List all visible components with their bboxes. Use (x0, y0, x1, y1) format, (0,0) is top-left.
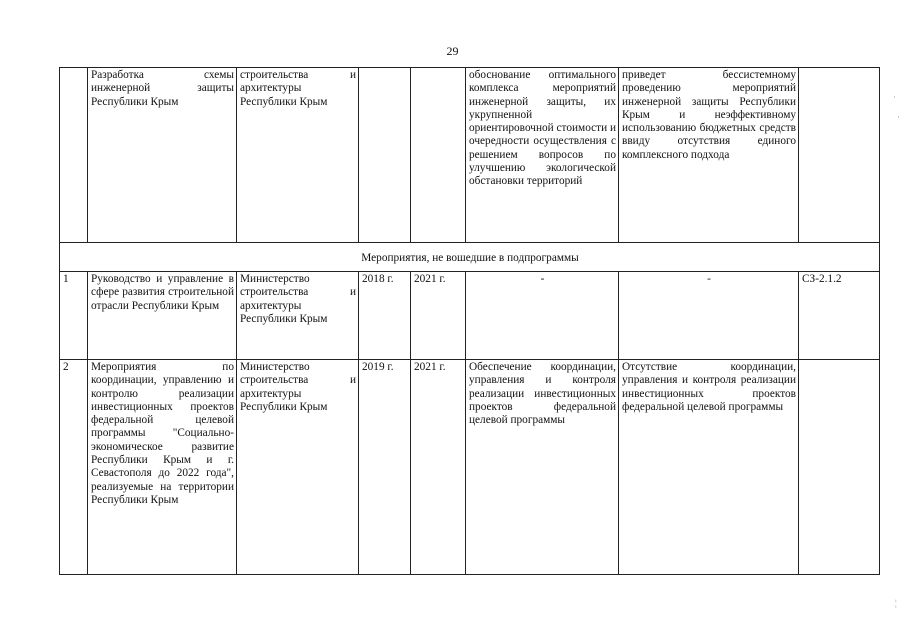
cell-link: СЗ-2.1.2 (799, 272, 880, 360)
cell-num (60, 68, 88, 243)
cell-link (799, 360, 880, 575)
cell-start (359, 68, 411, 243)
cell-end: 2021 г. (411, 272, 466, 360)
cell-consequences: - (619, 272, 799, 360)
cell-executor: Министерство строительства и архитектуры Республики Крым (237, 360, 359, 575)
cell-link (799, 68, 880, 243)
cell-name: Мероприятия по координации, управлению и контролю реализации инвестиционных проектов федеральной целевой программы "Социально-экономическое развитие Республики Крым и г. Севастополя до 2022 года", реализуемые на территории Республики Крым (88, 360, 237, 575)
cell-end (411, 68, 466, 243)
cell-num: 2 (60, 360, 88, 575)
section-row (60, 243, 880, 272)
cell-consequences: приведет бессистемному проведению мероприятий инженерной защиты Республики Крым и неэффективному использованию бюджетных средств ввиду отсутствия единого комплексного подхода (619, 68, 799, 243)
page-number: 29 (446, 44, 459, 58)
cell-consequences: Отсутствие координации, управления и контроля реализации инвестиционных проектов федеральной целевой программы (619, 360, 799, 575)
table-row (60, 360, 880, 575)
cell-result: - (466, 272, 619, 360)
scan-mark: · (893, 92, 896, 102)
cell-start: 2019 г. (359, 360, 411, 575)
cell-result: Обеспечение координации, управления и контроля реализации инвестиционных проектов федеральной целевой программы (466, 360, 619, 575)
table-row (60, 272, 880, 360)
cell-executor: строительства и архитектуры Республики Крым (237, 68, 359, 243)
cell-name: Разработка схемы инженерной защиты Республики Крым (88, 68, 237, 243)
cell-result: обоснование оптимального комплекса мероприятий инженерной защиты, их укрупненной ориентировочной стоимости и очередности осуществления с решением вопросов по улучшению экологической обстановки территорий (466, 68, 619, 243)
cell-start: 2018 г. (359, 272, 411, 360)
scan-mark: ¦ (895, 598, 897, 608)
section-title: Мероприятия, не вошедшие в подпрограммы (60, 243, 880, 272)
scan-mark: · (897, 112, 900, 122)
cell-name: Руководство и управление в сфере развития строительной отрасли Республики Крым (88, 272, 237, 360)
table-row (60, 68, 880, 243)
cell-num: 1 (60, 272, 88, 360)
cell-end: 2021 г. (411, 360, 466, 575)
cell-executor: Министерство строительства и архитектуры Республики Крым (237, 272, 359, 360)
measures-table (59, 67, 880, 575)
